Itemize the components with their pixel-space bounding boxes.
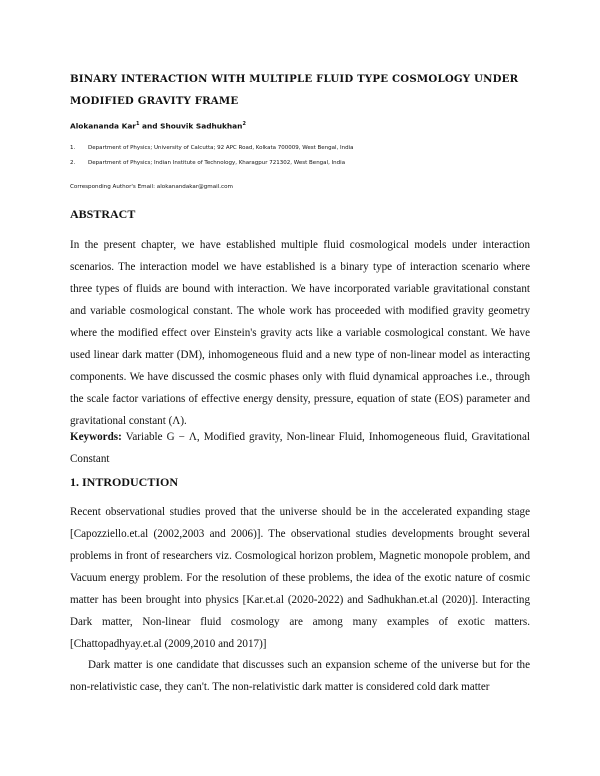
keywords-label: Keywords: — [70, 431, 122, 443]
author-line — [70, 121, 246, 130]
affiliation-1-text: Department of Physics; University of Calcutta; 92 APC Road, Kolkata 700009, West Bengal, India — [88, 145, 354, 151]
author-connector: and — [139, 121, 161, 131]
keywords — [70, 426, 530, 470]
affiliation-2-text: Department of Physics; Indian Institute of Technology, Kharagpur 721302, West Bengal, India — [88, 160, 346, 166]
introduction-heading: 1. INTRODUCTION — [70, 475, 179, 489]
affiliation-1 — [70, 145, 540, 151]
abstract-text: In the present chapter, we have established multiple fluid cosmological models under interaction scenarios. The interaction model we have established is a binary type of interaction scenario where three types of fluids are bound with interaction. We have incorporated variable gravitational constant and variable cosmological constant. The whole work has proceeded with modified gravity geometry where the modified effect over Einstein's gravity acts like a variable cosmological constant. We have used linear dark matter (DM), inhomogeneous fluid and a new type of non-linear model as interacting components. We have discussed the cosmic phases only with fluid dynamical approaches i.e., through the scale factor variations of effective energy density, pressure, equation of state (EOS) parameter and gravitational constant (Λ). — [70, 239, 530, 427]
introduction-paragraph-2: Dark matter is one candidate that discusses such an expansion scheme of the universe but for the non-relativistic case, they can't. The non-relativistic dark matter is considered cold dark matter — [70, 659, 530, 693]
author-2-affiliation-mark: 2 — [242, 121, 246, 127]
corresponding-author-email: Corresponding Author's Email: alokanandakar@gmail.com — [70, 184, 233, 190]
author-1-name: Alokananda Kar — [70, 121, 136, 131]
keywords-text: Variable G − Λ, Modified gravity, Non-linear Fluid, Inhomogeneous fluid, Gravitational Constant — [70, 431, 530, 465]
author-2-name: Shouvik Sadhukhan — [160, 121, 243, 131]
affiliation-2-number: 2. — [70, 160, 76, 166]
abstract-heading: ABSTRACT — [70, 207, 136, 221]
affiliation-1-number: 1. — [70, 145, 76, 151]
author-1-affiliation-mark: 1 — [135, 121, 140, 127]
affiliation-2 — [70, 160, 540, 166]
paper-title: BINARY INTERACTION WITH MULTIPLE FLUID TYPE COSMOLOGY UNDER MODIFIED GRAVITY FRAME — [70, 73, 519, 107]
introduction-paragraph-1: Recent observational studies proved that the universe should be in the accelerated expanding stage [Capozziello.et.al (2002,2003 and 2006)]. The observational studies developments brought several problems in front of researchers viz. Cosmological horizon problem, Magnetic monopole problem, and Vacuum energy problem. For the resolution of these problems, the idea of the exotic nature of cosmic matter has been brought into physics [Kar.et.al (2020-2022) and Sadhukhan.et.al (2020)]. Interacting Dark matter, Non-linear fluid cosmology are among many examples of exotic matters. [Chattopadhyay.et.al (2009,2010 and 2017)] — [70, 506, 530, 650]
